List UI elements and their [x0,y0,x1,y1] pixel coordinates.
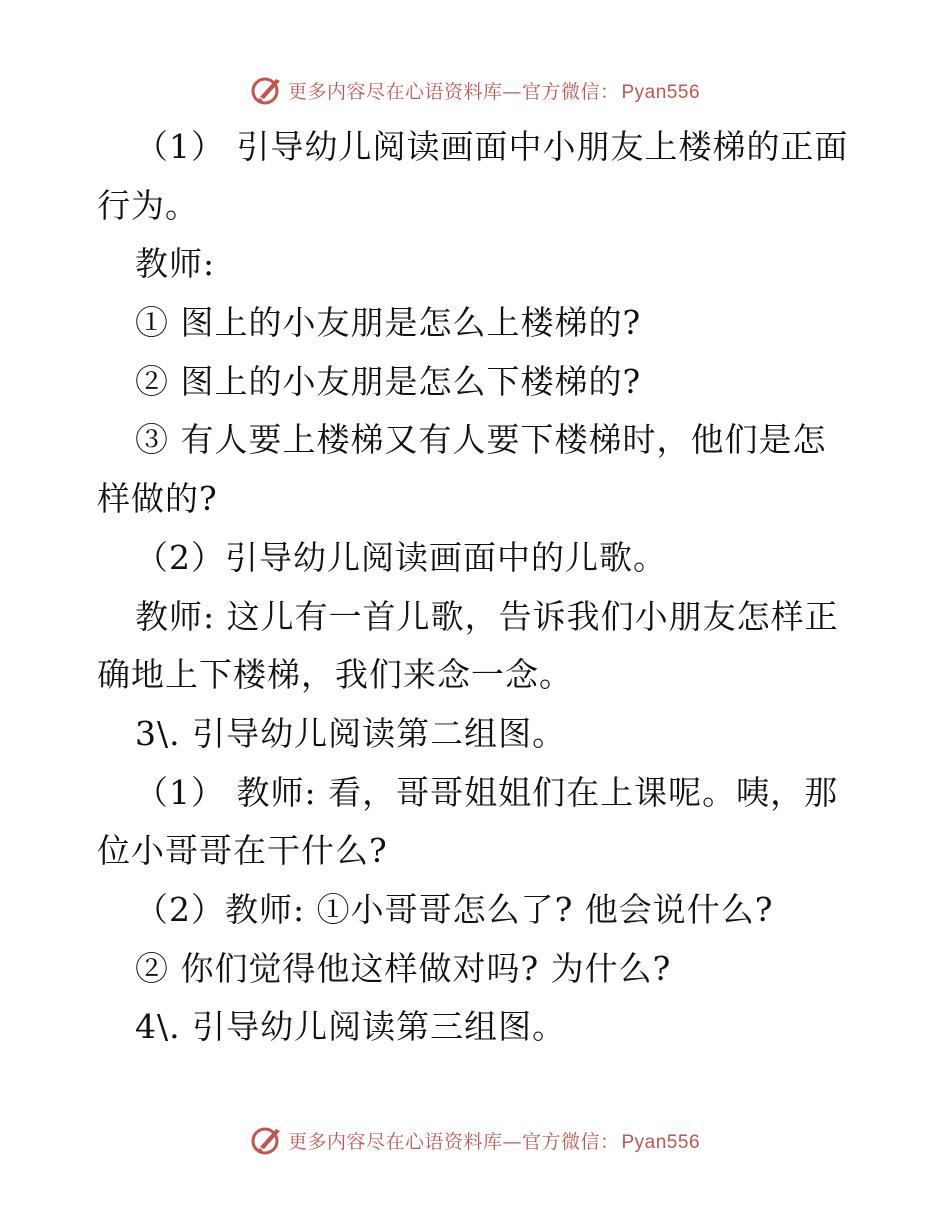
paragraph-line: （1） 引导幼儿阅读画面中小朋友上楼梯的正面 [135,127,849,166]
banner-wechat-id: Pyan556 [621,81,701,103]
banner-text [288,77,700,104]
header-banner [0,70,950,110]
quill-pen-logo-icon [250,73,284,107]
paragraph-line: ② 你们觉得他这样做对吗? 为什么? [135,948,672,988]
banner-slogan: 更多内容尽在心语资料库—官方微信： [287,80,620,103]
paragraph-line: （2）引导幼儿阅读画面中的儿歌。 [135,537,667,577]
footer-banner [0,1120,950,1160]
paragraph-line: （1） 教师: 看，哥哥姐姐们在上课呢。咦，那 [135,772,839,812]
paragraph-line: 教师: 这儿有一首儿歌，告诉我们小朋友怎样正 [135,596,839,636]
paragraph-line: ③ 有人要上楼梯又有人要下楼梯时，他们是怎 [135,420,827,460]
document-body [97,118,857,1057]
paragraph-line: 位小哥哥在干什么? [97,831,388,871]
paragraph-line: 确地上下楼梯，我们来念一念。 [97,655,573,695]
paragraph-line: 样做的? [97,479,218,519]
paragraph-line: 教师: [135,244,216,284]
paragraph-line: ① 图上的小友朋是怎么上楼梯的? [135,303,642,343]
paragraph-line: ② 图上的小友朋是怎么下楼梯的? [135,361,642,401]
banner-text [288,1127,700,1154]
paragraph-line: （2）教师: ①小哥哥怎么了? 他会说什么? [135,889,774,929]
paragraph-line: 行为。 [97,185,199,225]
banner-wechat-id: Pyan556 [621,1131,701,1153]
banner-slogan: 更多内容尽在心语资料库—官方微信： [287,1130,620,1153]
paragraph-line: 4\. 引导幼儿阅读第三组图。 [135,1007,567,1047]
quill-pen-logo-icon [250,1123,284,1157]
paragraph-line: 3\. 引导幼儿阅读第二组图。 [135,713,567,753]
